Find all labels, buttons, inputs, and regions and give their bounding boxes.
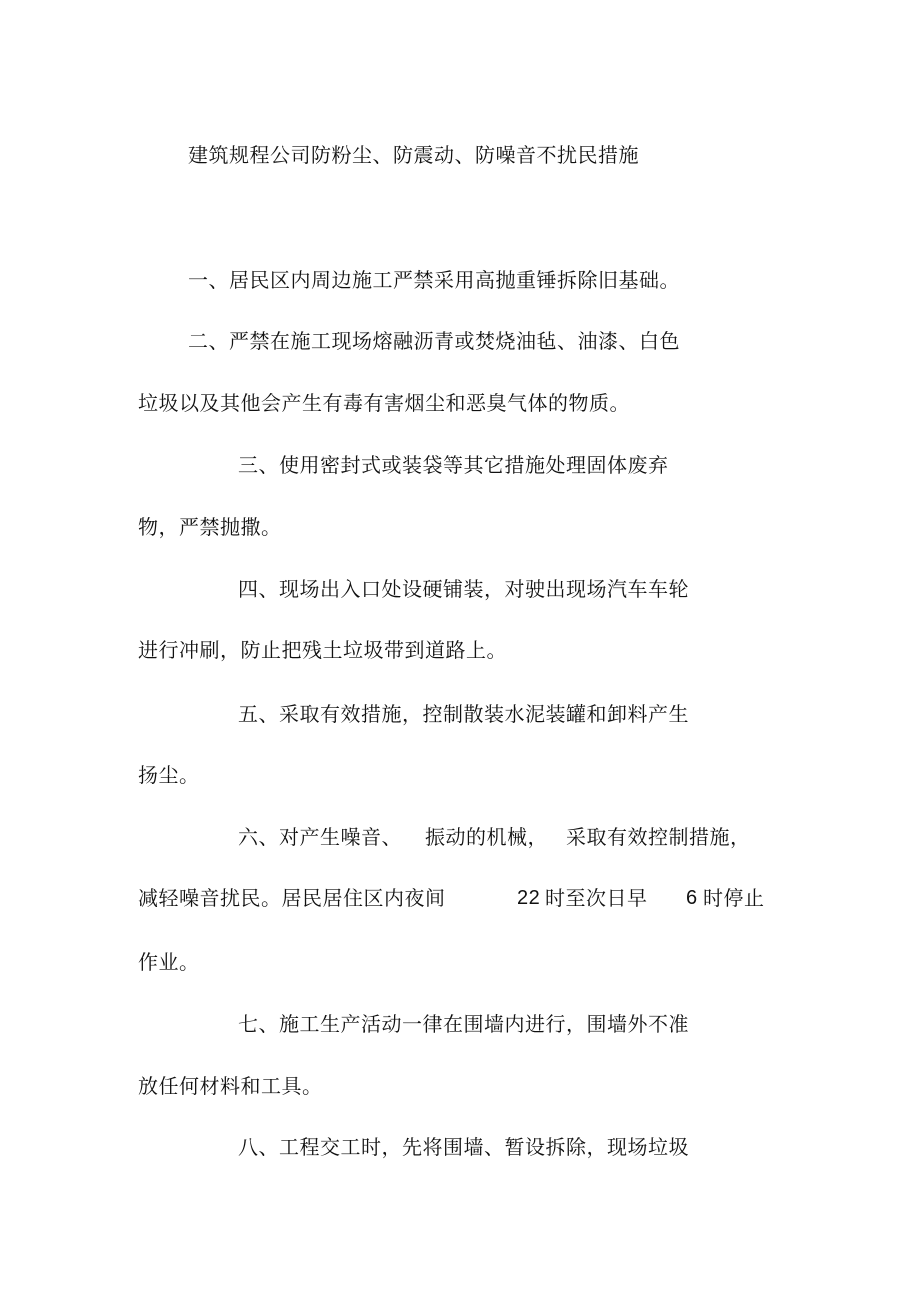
paragraph-item-7-line-1: 七、施工生产活动一律在围墙内进行，围墙外不准 (238, 1012, 689, 1036)
paragraph-item-3-line-1: 三、使用密封式或装袋等其它措施处理固体废弃 (238, 453, 669, 477)
paragraph-item-3-line-2: 物，严禁抛撒。 (138, 515, 282, 539)
paragraph-item-4-line-1: 四、现场出入口处设硬铺装，对驶出现场汽车车轮 (238, 577, 689, 601)
paragraph-item-6-line-2-part-2: 时至次日早 (545, 886, 648, 910)
paragraph-item-1: 一、居民区内周边施工严禁采用高抛重锤拆除旧基础。 (188, 268, 680, 292)
paragraph-item-6-line-1-part-2: 振动的机械， (425, 825, 548, 849)
paragraph-item-4-line-2: 进行冲刷，防止把残土垃圾带到道路上。 (138, 638, 507, 662)
paragraph-item-5-line-2: 扬尘。 (138, 763, 200, 787)
paragraph-item-2-line-1: 二、严禁在施工现场熔融沥青或焚烧油毡、油漆、白色 (188, 329, 680, 353)
paragraph-item-7-line-2: 放任何材料和工具。 (138, 1074, 323, 1098)
paragraph-item-6-line-2-number-6: 6 (686, 887, 698, 909)
paragraph-item-8-line-1: 八、工程交工时，先将围墙、暂设拆除，现场垃圾 (238, 1135, 689, 1159)
document-title: 建筑规程公司防粉尘、防震动、防噪音不扰民措施 (188, 143, 639, 167)
paragraph-item-6-line-2-part-1: 减轻噪音扰民。居民居住区内夜间 (138, 886, 446, 910)
paragraph-item-6-line-2-number-22: 22 (517, 887, 541, 909)
paragraph-item-6-line-1-part-3: 采取有效控制措施， (566, 825, 751, 849)
paragraph-item-6-line-1-part-1: 六、对产生噪音、 (238, 825, 402, 849)
paragraph-item-6-line-3: 作业。 (138, 950, 200, 974)
paragraph-item-5-line-1: 五、采取有效措施，控制散装水泥装罐和卸料产生 (238, 702, 689, 726)
paragraph-item-6-line-2-part-3: 时停止 (703, 886, 765, 910)
paragraph-item-2-line-2: 垃圾以及其他会产生有毒有害烟尘和恶臭气体的物质。 (138, 391, 630, 415)
